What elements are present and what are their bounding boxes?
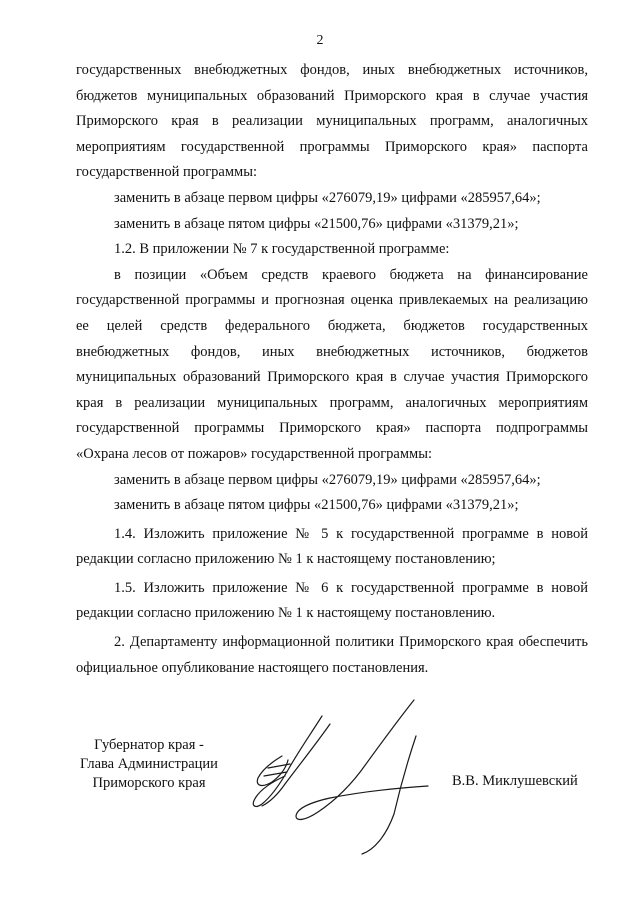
paragraph-item-2: 2. Департаменту информационной политики Приморского края обеспечить официальное опубликование настоящего постановления. xyxy=(76,634,588,676)
paragraph-item-1-5: 1.5. Изложить приложение № 6 к государственной программе в новой редакции согласно приложению № 1 к настоящему постановлению. xyxy=(76,579,588,622)
paragraph-replace-first-2: заменить в абзаце первом цифры «276079,19» цифрами «285957,64»; xyxy=(114,471,541,488)
page-number: 2 xyxy=(316,33,324,48)
paragraph-replace-fifth-1: заменить в абзаце пятом цифры «21500,76» цифрами «31379,21»; xyxy=(114,215,519,232)
signatory-title-line: Губернатор края - xyxy=(94,737,204,753)
signatory-title-line: Глава Администрации xyxy=(80,756,218,772)
paragraph-position-subprogram: в позиции «Объем средств краевого бюджета на финансирование государственной программы и прогнозная оценка привлекаемых на реализацию ее целей средств федерального бюджета, бюджетов государственных внебюджетных фондов, иных внебюджетных источников, бюджетов муниципальных образований Приморского края в случае участия Приморского края в реализации муниципальных программ, аналогичных мероприятиям государственной программы Приморского края» паспорта подпрограммы «Охрана лесов от пожаров» государственной программы: xyxy=(76,266,588,462)
paragraph-passport-continuation: государственных внебюджетных фондов, иных внебюджетных источников, бюджетов муниципальных образований Приморского края в случае участия Приморского края в реализации муниципальных программ, аналогичных мероприятиям государственной программы Приморского края» паспорта государственной программы: xyxy=(76,62,588,181)
paragraph-item-1-2: 1.2. В приложении № 7 к государственной программе: xyxy=(114,241,450,258)
signer-name: В.В. Миклушевский xyxy=(452,773,578,789)
paragraph-replace-first-1: заменить в абзаце первом цифры «276079,19» цифрами «285957,64»; xyxy=(114,189,541,206)
paragraph-item-1-4: 1.4. Изложить приложение № 5 к государственной программе в новой редакции согласно приложению № 1 к настоящему постановлению; xyxy=(76,525,588,568)
paragraph-replace-fifth-2: заменить в абзаце пятом цифры «21500,76» цифрами «31379,21»; xyxy=(114,497,519,514)
signatory-title-line: Приморского края xyxy=(92,775,206,791)
